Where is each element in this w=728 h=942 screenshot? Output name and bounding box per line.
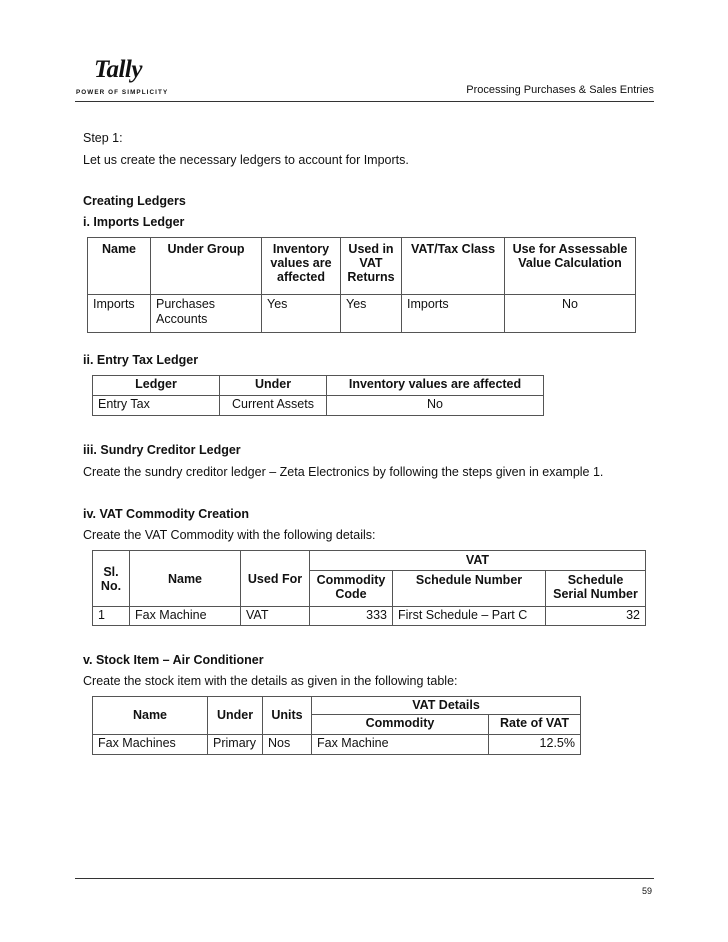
table-cell: 32: [546, 607, 646, 626]
table-header: Under Group: [151, 238, 262, 295]
table-cell: 333: [310, 607, 393, 626]
table-cell: Primary: [208, 735, 263, 755]
table-header: Units: [263, 697, 312, 735]
table-cell: Nos: [263, 735, 312, 755]
entry-tax-ledger-heading: ii. Entry Tax Ledger: [83, 353, 199, 367]
table-header: Rate of VAT: [489, 715, 581, 735]
table-cell: 12.5%: [489, 735, 581, 755]
table-row: [93, 607, 646, 626]
sundry-creditor-text: Create the sundry creditor ledger – Zeta Electronics by following the steps given in example 1.: [83, 465, 604, 479]
table-header: Name: [93, 697, 208, 735]
step-label: Step 1:: [83, 131, 123, 145]
table-cell: Fax Machine: [130, 607, 241, 626]
table-cell: Yes: [341, 295, 402, 333]
header-divider: [75, 101, 654, 102]
sundry-creditor-heading: iii. Sundry Creditor Ledger: [83, 443, 241, 457]
table-header: Sl. No.: [93, 551, 130, 607]
stock-item-text: Create the stock item with the details as given in the following table:: [83, 674, 458, 688]
table-cell: No: [505, 295, 636, 333]
table-cell: Purchases Accounts: [151, 295, 262, 333]
table-cell: First Schedule – Part C: [393, 607, 546, 626]
table-header: VAT: [310, 551, 646, 571]
table-header-row: [88, 238, 636, 295]
tally-logo: [76, 56, 186, 100]
table-header: Inventory values are affected: [262, 238, 341, 295]
table-header: Under: [220, 376, 327, 396]
table-header: Used in VAT Returns: [341, 238, 402, 295]
stock-item-table: [92, 696, 581, 755]
table-cell: Fax Machine: [312, 735, 489, 755]
page-number: 59: [641, 886, 652, 896]
table-cell: Fax Machines: [93, 735, 208, 755]
table-cell: VAT: [241, 607, 310, 626]
table-row: [93, 735, 581, 755]
table-header: Commodity: [312, 715, 489, 735]
vat-commodity-table: [92, 550, 646, 626]
creating-ledgers-heading: Creating Ledgers: [83, 194, 186, 208]
table-row: [93, 396, 544, 416]
table-header: Used For: [241, 551, 310, 607]
table-header: Inventory values are affected: [327, 376, 544, 396]
table-header: VAT Details: [312, 697, 581, 715]
vat-commodity-heading: iv. VAT Commodity Creation: [83, 507, 249, 521]
table-header: Schedule Serial Number: [546, 571, 646, 607]
table-cell: Imports: [402, 295, 505, 333]
table-header: VAT/Tax Class: [402, 238, 505, 295]
footer-divider: [75, 878, 654, 879]
table-header: Under: [208, 697, 263, 735]
entry-tax-ledger-table: [92, 375, 544, 416]
table-header: Schedule Number: [393, 571, 546, 607]
table-header: Ledger: [93, 376, 220, 396]
table-cell: 1: [93, 607, 130, 626]
table-cell: Yes: [262, 295, 341, 333]
imports-ledger-table: [87, 237, 636, 333]
logo-wordmark: Tally: [94, 56, 142, 83]
intro-text: Let us create the necessary ledgers to account for Imports.: [83, 153, 409, 167]
table-header-row: [93, 376, 544, 396]
chapter-title: Processing Purchases & Sales Entries: [466, 84, 654, 96]
table-row: [88, 295, 636, 333]
table-cell: No: [327, 396, 544, 416]
table-header-row: [93, 551, 646, 571]
table-cell: Imports: [88, 295, 151, 333]
stock-item-heading: v. Stock Item – Air Conditioner: [83, 653, 264, 667]
table-header: Name: [130, 551, 241, 607]
vat-commodity-text: Create the VAT Commodity with the following details:: [83, 528, 376, 542]
table-header: Name: [88, 238, 151, 295]
table-cell: Current Assets: [220, 396, 327, 416]
table-header-row: [93, 697, 581, 715]
imports-ledger-heading: i. Imports Ledger: [83, 215, 185, 229]
table-header: Use for Assessable Value Calculation: [505, 238, 636, 295]
table-header: Commodity Code: [310, 571, 393, 607]
logo-tagline: POWER OF SIMPLICITY: [76, 89, 169, 96]
table-cell: Entry Tax: [93, 396, 220, 416]
